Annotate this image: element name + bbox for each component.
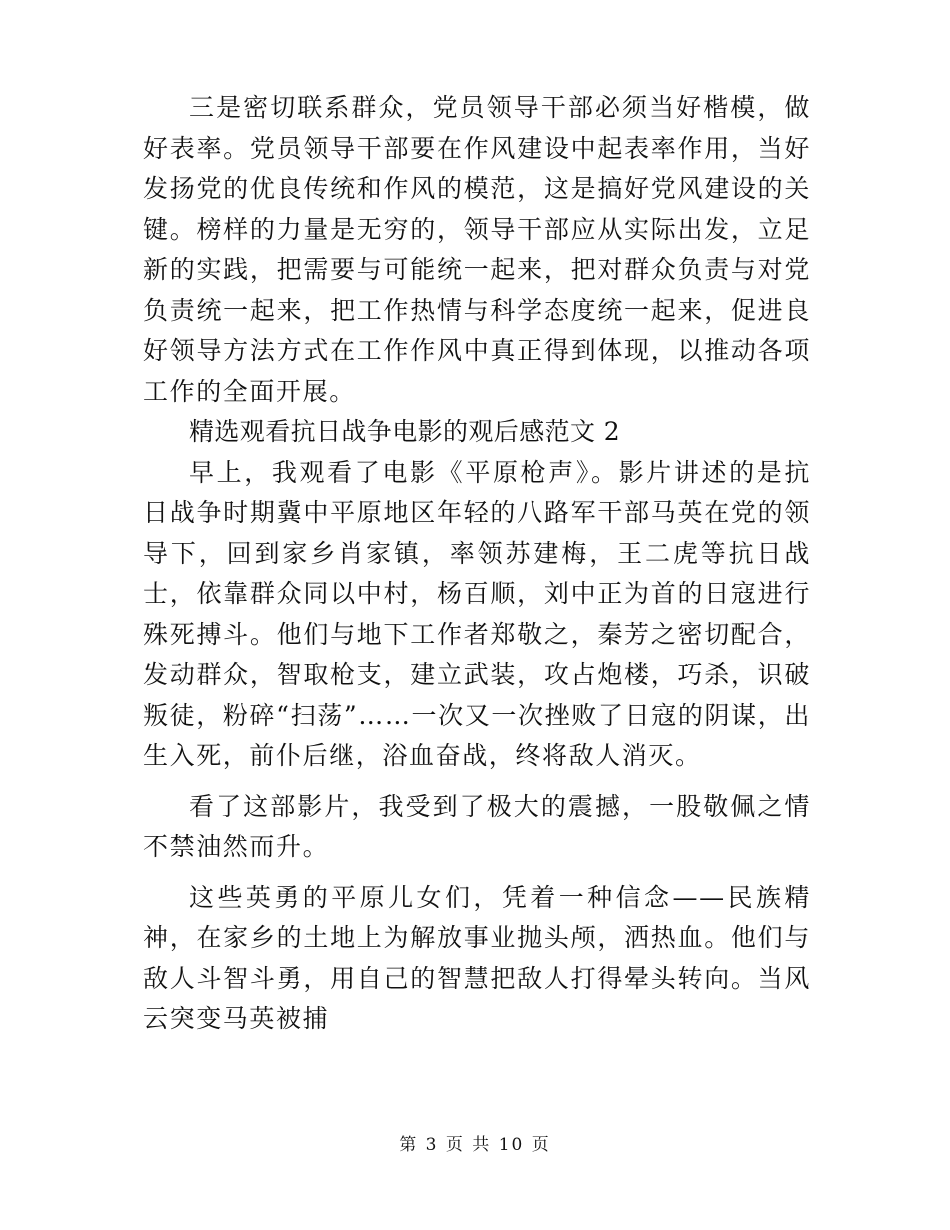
- paragraph-impression: 看了这部影片，我受到了极大的震撼，一股敬佩之情不禁油然而升。: [143, 791, 811, 861]
- page-number-footer: 第 3 页 共 10 页: [399, 1135, 551, 1155]
- paragraph-film-summary: 早上，我观看了电影《平原枪声》。影片讲述的是抗日战争时期冀中平原地区年轻的八路军干部马英在党的领导下，回到家乡肖家镇，率领苏建梅，王二虎等抗日战士，依靠群众同以中村，杨百顺，刘中正为首的日寇进行殊死搏斗。他们与地下工作者郑敬之，秦芳之密切配合，发动群众，智取枪支，建立武装，攻占炮楼，巧杀，识破叛徒，粉碎“扫荡”……一次又一次挫败了日寇的阴谋，出生入死，前仆后继，浴血奋战，终将敌人消灭。: [143, 457, 811, 770]
- paragraph-leadership: 三是密切联系群众，党员领导干部必须当好楷模，做好表率。党员领导干部要在作风建设中起表率作用，当好发扬党的优良传统和作风的模范，这是搞好党风建设的关键。榜样的力量是无穷的，领导干部应从实际出发，立足新的实践，把需要与可能统一起来，把对群众负责与对党负责统一起来，把工作热情与科学态度统一起来，促进良好领导方法方式在工作作风中真正得到体现，以推动各项工作的全面开展。: [143, 93, 811, 406]
- document-body: [143, 88, 811, 1040]
- section-heading: 精选观看抗日战争电影的观后感范文 2: [189, 417, 621, 446]
- paragraph-heroes: 这些英勇的平原儿女们，凭着一种信念——民族精神，在家乡的土地上为解放事业抛头颅，洒热血。他们与敌人斗智斗勇，用自己的智慧把敌人打得晕头转向。当风云突变马英被捕: [143, 882, 811, 1033]
